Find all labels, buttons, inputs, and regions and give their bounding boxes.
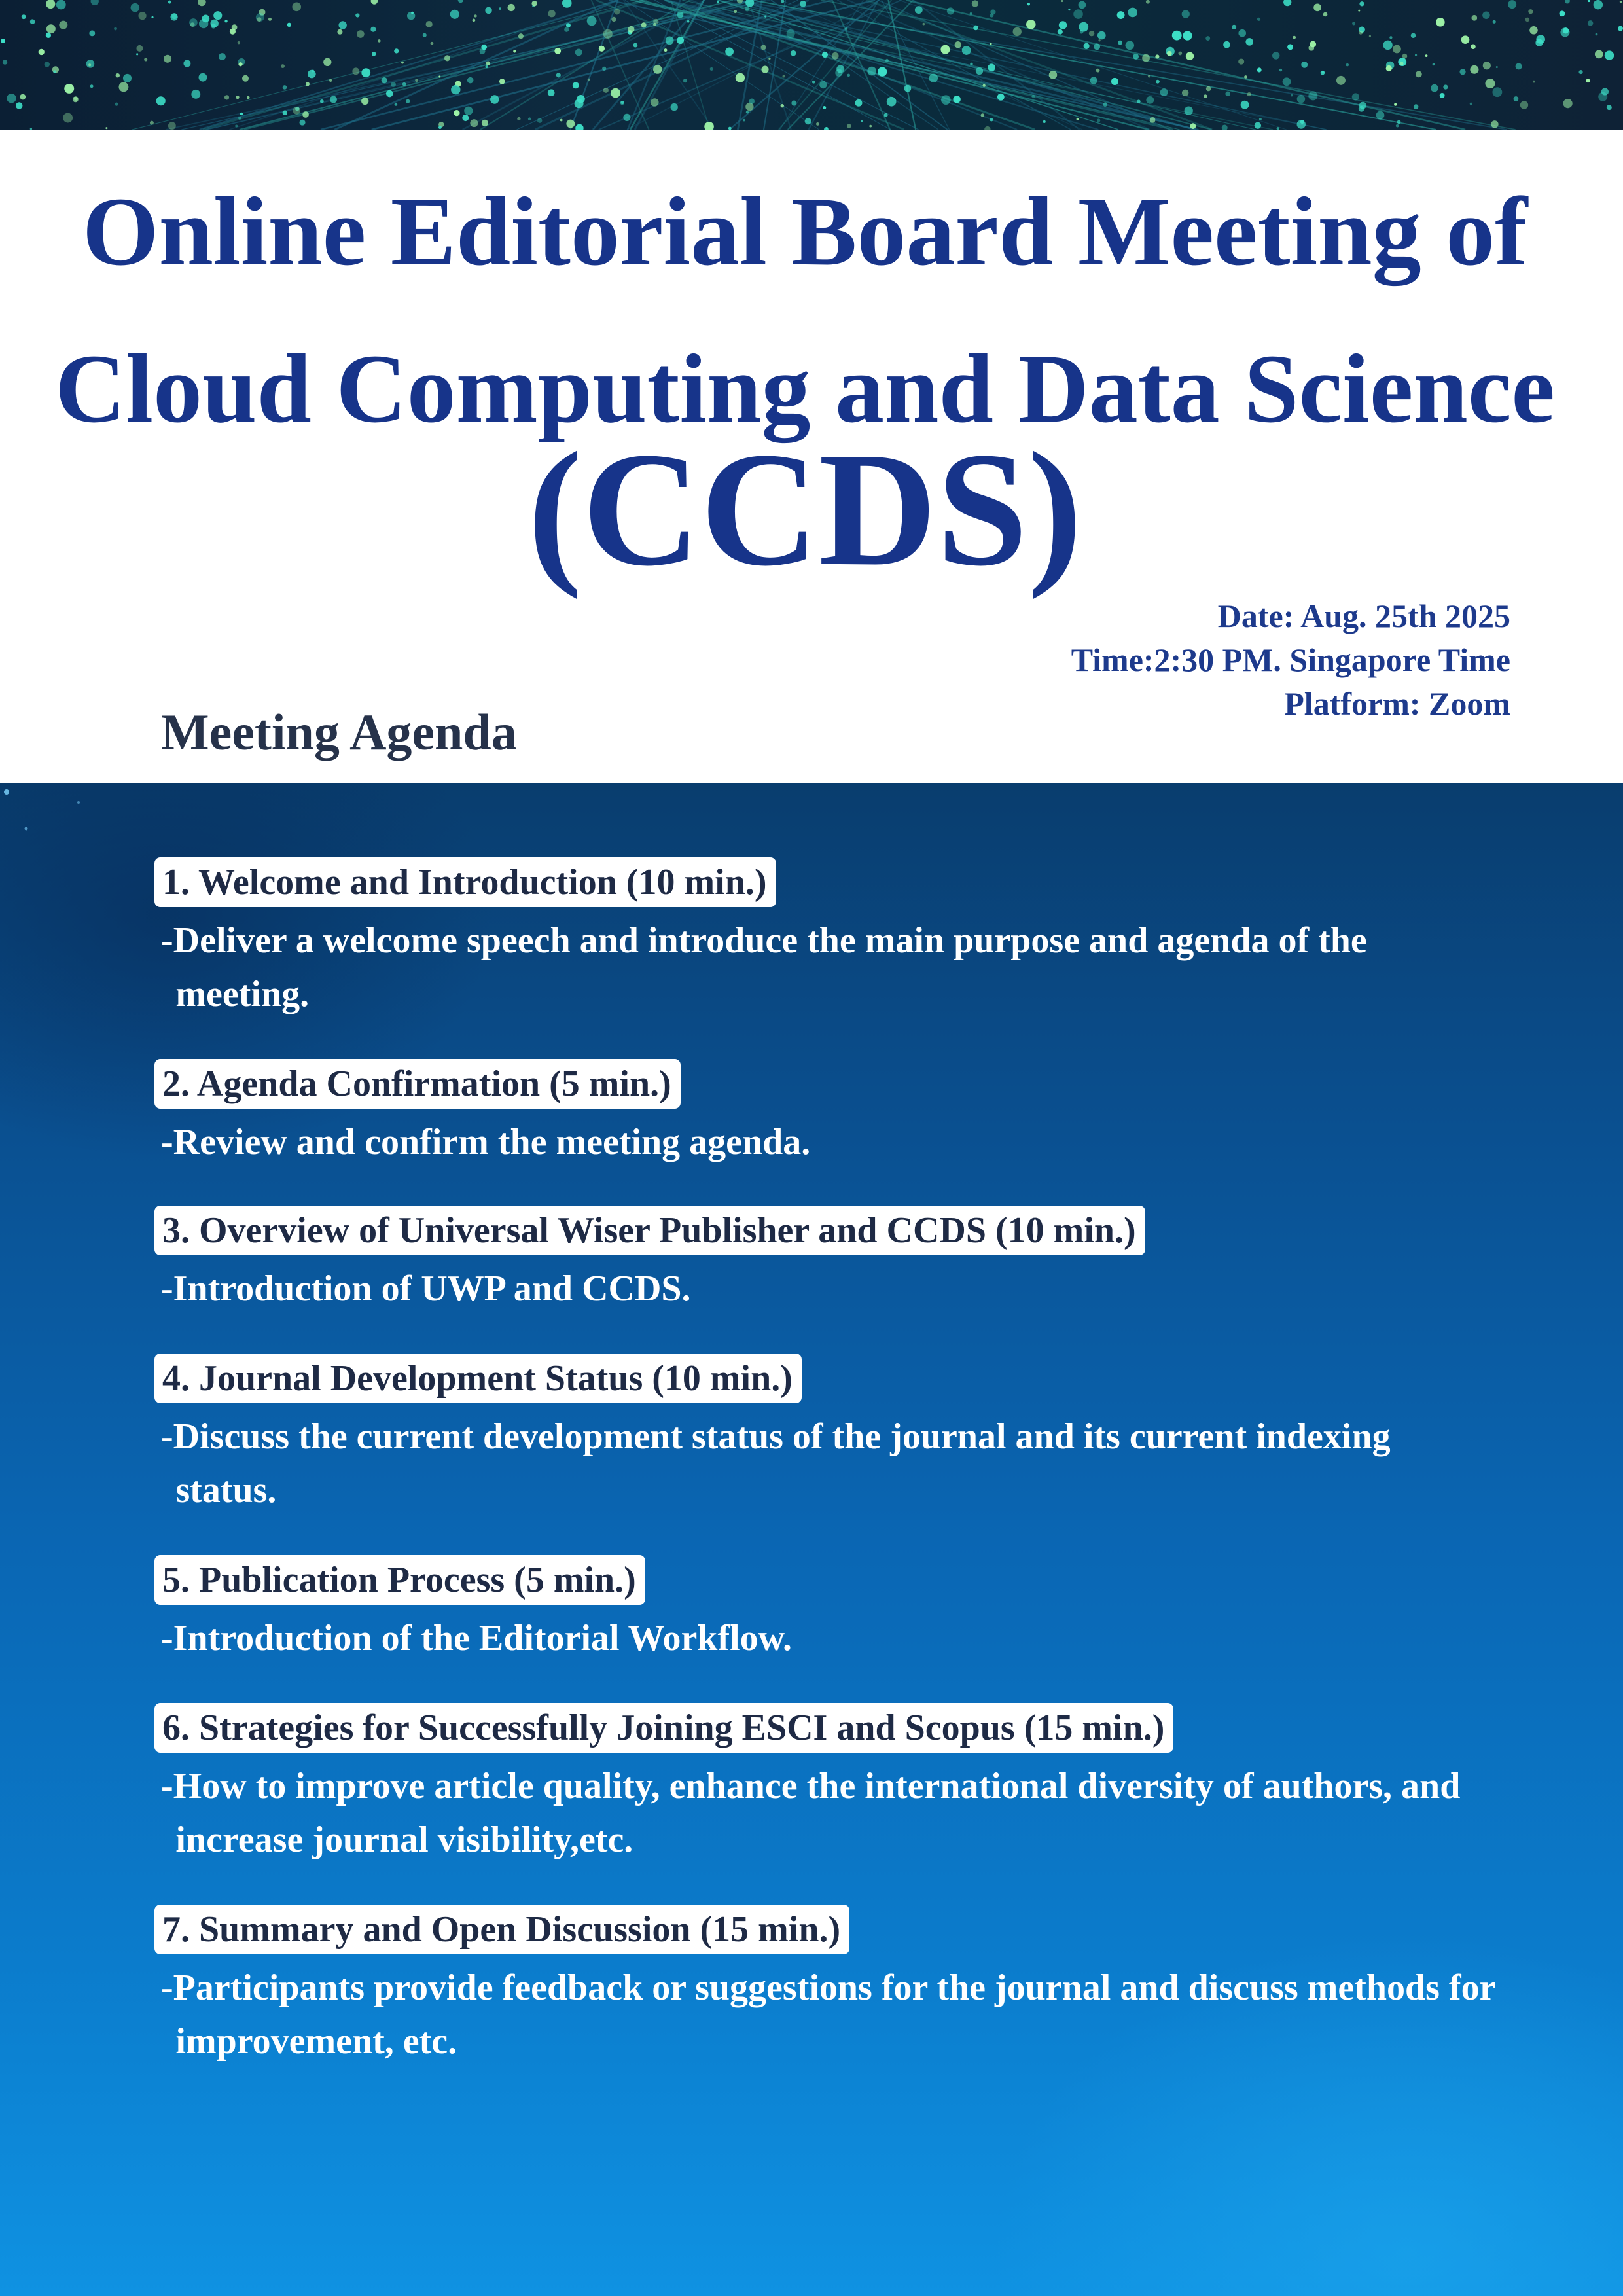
- agenda-item-description: -Introduction of UWP and CCDS.: [161, 1268, 691, 1309]
- journal-abbreviation: (CCDS): [527, 419, 1082, 600]
- agenda-item-title: 5. Publication Process (5 min.): [154, 1555, 645, 1605]
- agenda-item-title: 3. Overview of Universal Wiser Publisher and CCDS (10 min.): [154, 1206, 1145, 1255]
- header-decorative-banner: [0, 0, 1623, 130]
- agenda-item-description: -Discuss the current development status of the journal and its current indexing status.: [161, 1416, 1391, 1511]
- agenda-item-title: 2. Agenda Confirmation (5 min.): [154, 1059, 681, 1109]
- agenda-item-description: -Introduction of the Editorial Workflow.: [161, 1618, 793, 1659]
- meeting-time: Time:2:30 PM. Singapore Time: [1071, 641, 1510, 678]
- meeting-date: Date: Aug. 25th 2025: [1217, 598, 1510, 634]
- agenda-item-description: -How to improve article quality, enhance the international diversity of authors, and increase journal visibility,etc.: [161, 1766, 1461, 1860]
- particle-stream-image: [0, 0, 1623, 130]
- agenda-item-title: 4. Journal Development Status (10 min.): [154, 1354, 802, 1403]
- agenda-item-description: -Participants provide feedback or suggestions for the journal and discuss methods for improvement, etc.: [161, 1967, 1495, 2062]
- meeting-platform: Platform: Zoom: [1284, 685, 1510, 722]
- agenda-item-description: -Review and confirm the meeting agenda.: [161, 1122, 811, 1162]
- agenda-item-title: 1. Welcome and Introduction (10 min.): [154, 857, 776, 907]
- agenda-panel: [0, 783, 1623, 2296]
- agenda-item-title: 6. Strategies for Successfully Joining ESCI and Scopus (15 min.): [154, 1703, 1173, 1753]
- agenda-item-description: -Deliver a welcome speech and introduce the main purpose and agenda of the meeting.: [161, 920, 1367, 1014]
- agenda-item-title: 7. Summary and Open Discussion (15 min.): [154, 1905, 849, 1954]
- meeting-details: [1071, 594, 1510, 726]
- page-title-line-2: Cloud Computing and Data Science: [55, 334, 1555, 443]
- agenda-heading: Meeting Agenda: [161, 704, 517, 761]
- page-title-line-1: Online Editorial Board Meeting of: [82, 177, 1528, 286]
- header-section: [0, 130, 1623, 783]
